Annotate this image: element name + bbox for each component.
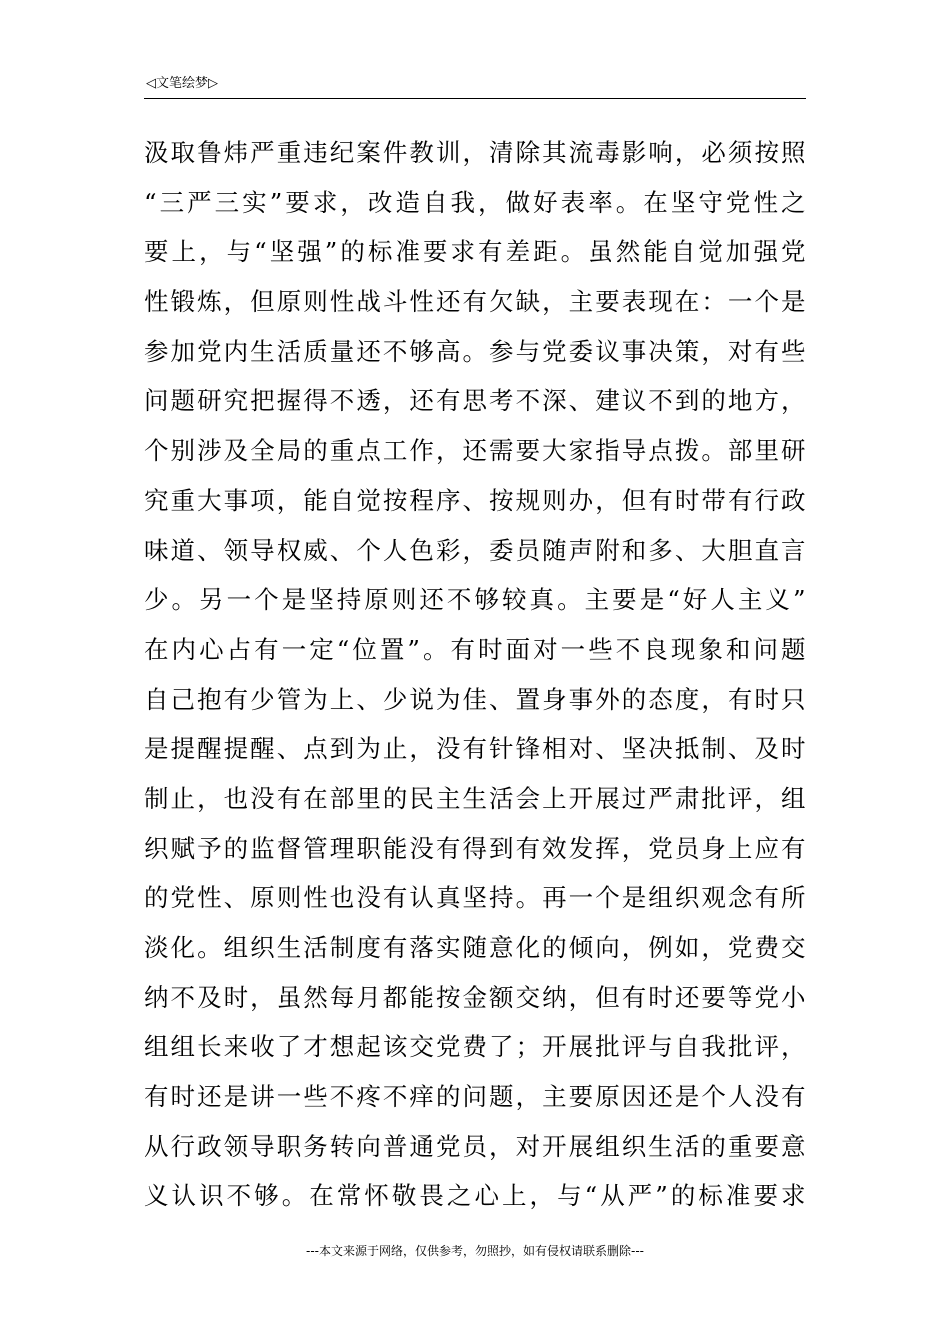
body-line: 织赋予的监督管理职能没有得到有效发挥，党员身上应有 <box>144 833 806 863</box>
body-line: 义认识不够。在常怀敬畏之心上，与“从严”的标准要求 <box>144 1181 806 1211</box>
page-header <box>144 74 806 99</box>
body-line: 在内心占有一定“位置”。有时面对一些不良现象和问题 <box>144 634 806 664</box>
header-title: ◁文笔绘梦▷ <box>146 76 218 91</box>
document-body <box>144 128 806 1221</box>
body-line: 问题研究把握得不透，还有思考不深、建议不到的地方， <box>144 386 806 416</box>
body-line: 纳不及时，虽然每月都能按金额交纳，但有时还要等党小 <box>144 982 806 1012</box>
body-line: 组组长来收了才想起该交党费了；开展批评与自我批评， <box>144 1032 806 1062</box>
body-line: 个别涉及全局的重点工作，还需要大家指导点拨。部里研 <box>144 436 806 466</box>
body-line: 的党性、原则性也没有认真坚持。再一个是组织观念有所 <box>144 883 806 913</box>
body-line: 参加党内生活质量还不够高。参与党委议事决策，对有些 <box>144 336 806 366</box>
body-line: “三严三实”要求，改造自我，做好表率。在坚守党性之 <box>144 187 806 217</box>
body-line: 汲取鲁炜严重违纪案件教训，清除其流毒影响，必须按照 <box>144 138 806 167</box>
body-line: 究重大事项，能自觉按程序、按规则办，但有时带有行政 <box>144 485 806 515</box>
body-line: 从行政领导职务转向普通党员，对开展组织生活的重要意 <box>144 1131 806 1161</box>
body-line: 淡化。组织生活制度有落实随意化的倾向，例如，党费交 <box>144 933 806 962</box>
footer-notice: ---本文来源于网络，仅供参考，勿照抄，如有侵权请联系删除--- <box>306 1244 644 1258</box>
body-line: 味道、领导权威、个人色彩，委员随声附和多、大胆直言 <box>144 535 806 565</box>
body-line: 要上，与“坚强”的标准要求有差距。虽然能自觉加强党 <box>144 237 806 267</box>
body-line: 性锻炼，但原则性战斗性还有欠缺，主要表现在：一个是 <box>144 287 806 317</box>
body-line: 少。另一个是坚持原则还不够较真。主要是“好人主义” <box>144 585 806 615</box>
body-line: 是提醒提醒、点到为止，没有针锋相对、坚决抵制、及时 <box>144 734 806 764</box>
body-line: 有时还是讲一些不疼不痒的问题，主要原因还是个人没有 <box>144 1082 806 1112</box>
body-line: 制止，也没有在部里的民主生活会上开展过严肃批评，组 <box>144 783 806 813</box>
page-footer <box>0 1244 950 1258</box>
body-line: 自己抱有少管为上、少说为佳、置身事外的态度，有时只 <box>144 684 806 714</box>
